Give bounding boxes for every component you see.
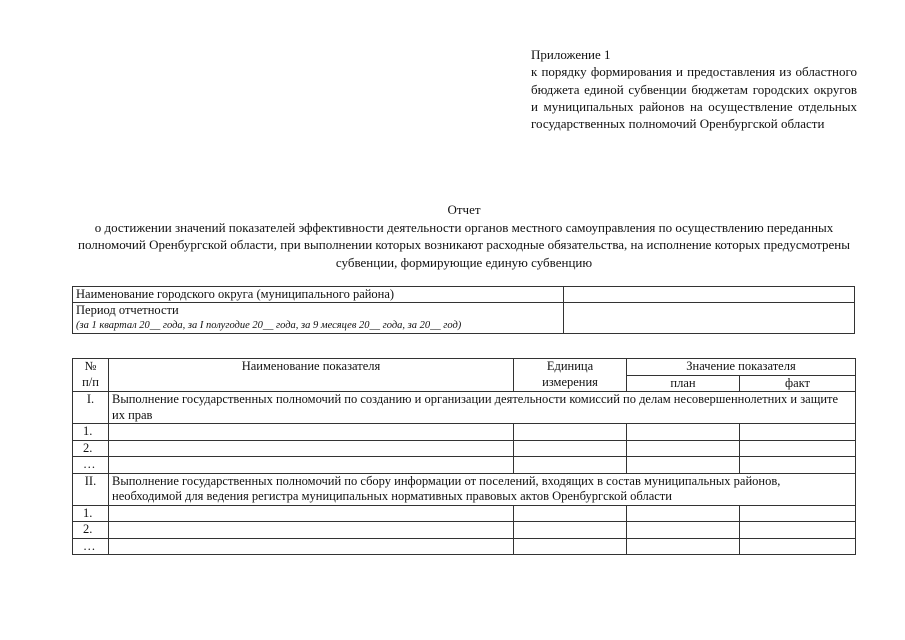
period-cell (73, 303, 564, 334)
report-heading (70, 201, 858, 271)
table-row (73, 457, 856, 474)
plan-cell[interactable] (627, 457, 740, 474)
row-num: 1. (73, 505, 109, 522)
section-title: Выполнение государственных полномочий по сбору информации от поселений, входящих в состав муниципальных районов, необходимой для ведения регистра муниципальных нормативных правовых актов Оренбургской области (109, 473, 856, 505)
fact-cell[interactable] (740, 522, 856, 539)
unit-cell[interactable] (514, 505, 627, 522)
row-num: 1. (73, 424, 109, 441)
row-num: 2. (73, 440, 109, 457)
report-title: Отчет (447, 202, 481, 217)
section-num: I. (73, 392, 109, 424)
header-num-top: № (84, 359, 97, 373)
plan-cell[interactable] (627, 440, 740, 457)
section-title: Выполнение государственных полномочий по созданию и организации деятельности комиссий по делам несовершеннолетних и защите их прав (109, 392, 856, 424)
report-subtitle: о достижении значений показателей эффективности деятельности органов местного самоуправления по осуществлению переданных полномочий Оренбургской области, при выполнении которых возникают расходные обязательства, на исполнение которых предусмотрены субвенции, формирующие единую субвенцию (78, 219, 850, 270)
info-row-period (73, 303, 855, 334)
period-label: Период отчетности (76, 303, 179, 317)
row-num: … (73, 457, 109, 474)
table-row (73, 440, 856, 457)
indicator-cell[interactable] (109, 424, 514, 441)
table-row (73, 538, 856, 555)
info-row-name (73, 287, 855, 303)
table-row (73, 505, 856, 522)
table-row (73, 424, 856, 441)
section-row (73, 473, 856, 505)
appendix-block (531, 46, 857, 132)
header-num-bottom: п/п (82, 374, 99, 389)
plan-cell[interactable] (627, 538, 740, 555)
indicator-cell[interactable] (109, 522, 514, 539)
info-table (72, 286, 855, 334)
indicator-cell[interactable] (109, 457, 514, 474)
indicator-cell[interactable] (109, 505, 514, 522)
header-unit-top: Единица (546, 359, 594, 373)
fact-cell[interactable] (740, 440, 856, 457)
header-indicator-name: Наименование показателя (109, 359, 514, 392)
indicators-table (72, 358, 856, 555)
unit-cell[interactable] (514, 440, 627, 457)
header-row-1 (73, 359, 856, 376)
unit-cell[interactable] (514, 424, 627, 441)
name-label: Наименование городского округа (муниципального района) (73, 287, 564, 303)
indicator-cell[interactable] (109, 440, 514, 457)
header-unit-bottom: измерения (542, 374, 598, 389)
unit-cell[interactable] (514, 538, 627, 555)
indicator-cell[interactable] (109, 538, 514, 555)
fact-cell[interactable] (740, 424, 856, 441)
period-value-cell[interactable] (564, 303, 855, 334)
section-row (73, 392, 856, 424)
fact-cell[interactable] (740, 505, 856, 522)
name-value-cell[interactable] (564, 287, 855, 303)
appendix-text: к порядку формирования и предоставления из областного бюджета единой субвенции бюджетам городских округов и муниципальных районов на осуществление отдельных государственных полномочий Оренбургской области (531, 64, 857, 132)
plan-cell[interactable] (627, 522, 740, 539)
header-fact: факт (740, 375, 856, 392)
fact-cell[interactable] (740, 538, 856, 555)
plan-cell[interactable] (627, 505, 740, 522)
row-num: … (73, 538, 109, 555)
table-row (73, 522, 856, 539)
unit-cell[interactable] (514, 522, 627, 539)
header-value: Значение показателя (627, 359, 856, 376)
plan-cell[interactable] (627, 424, 740, 441)
header-plan: план (627, 375, 740, 392)
period-hint: (за 1 квартал 20__ года, за I полугодие 20__ года, за 9 месяцев 20__ года, за 20__ год) (76, 320, 462, 331)
section-num: II. (73, 473, 109, 505)
fact-cell[interactable] (740, 457, 856, 474)
header-unit (514, 359, 627, 392)
appendix-title: Приложение 1 (531, 47, 611, 62)
unit-cell[interactable] (514, 457, 627, 474)
row-num: 2. (73, 522, 109, 539)
header-num (73, 359, 109, 392)
